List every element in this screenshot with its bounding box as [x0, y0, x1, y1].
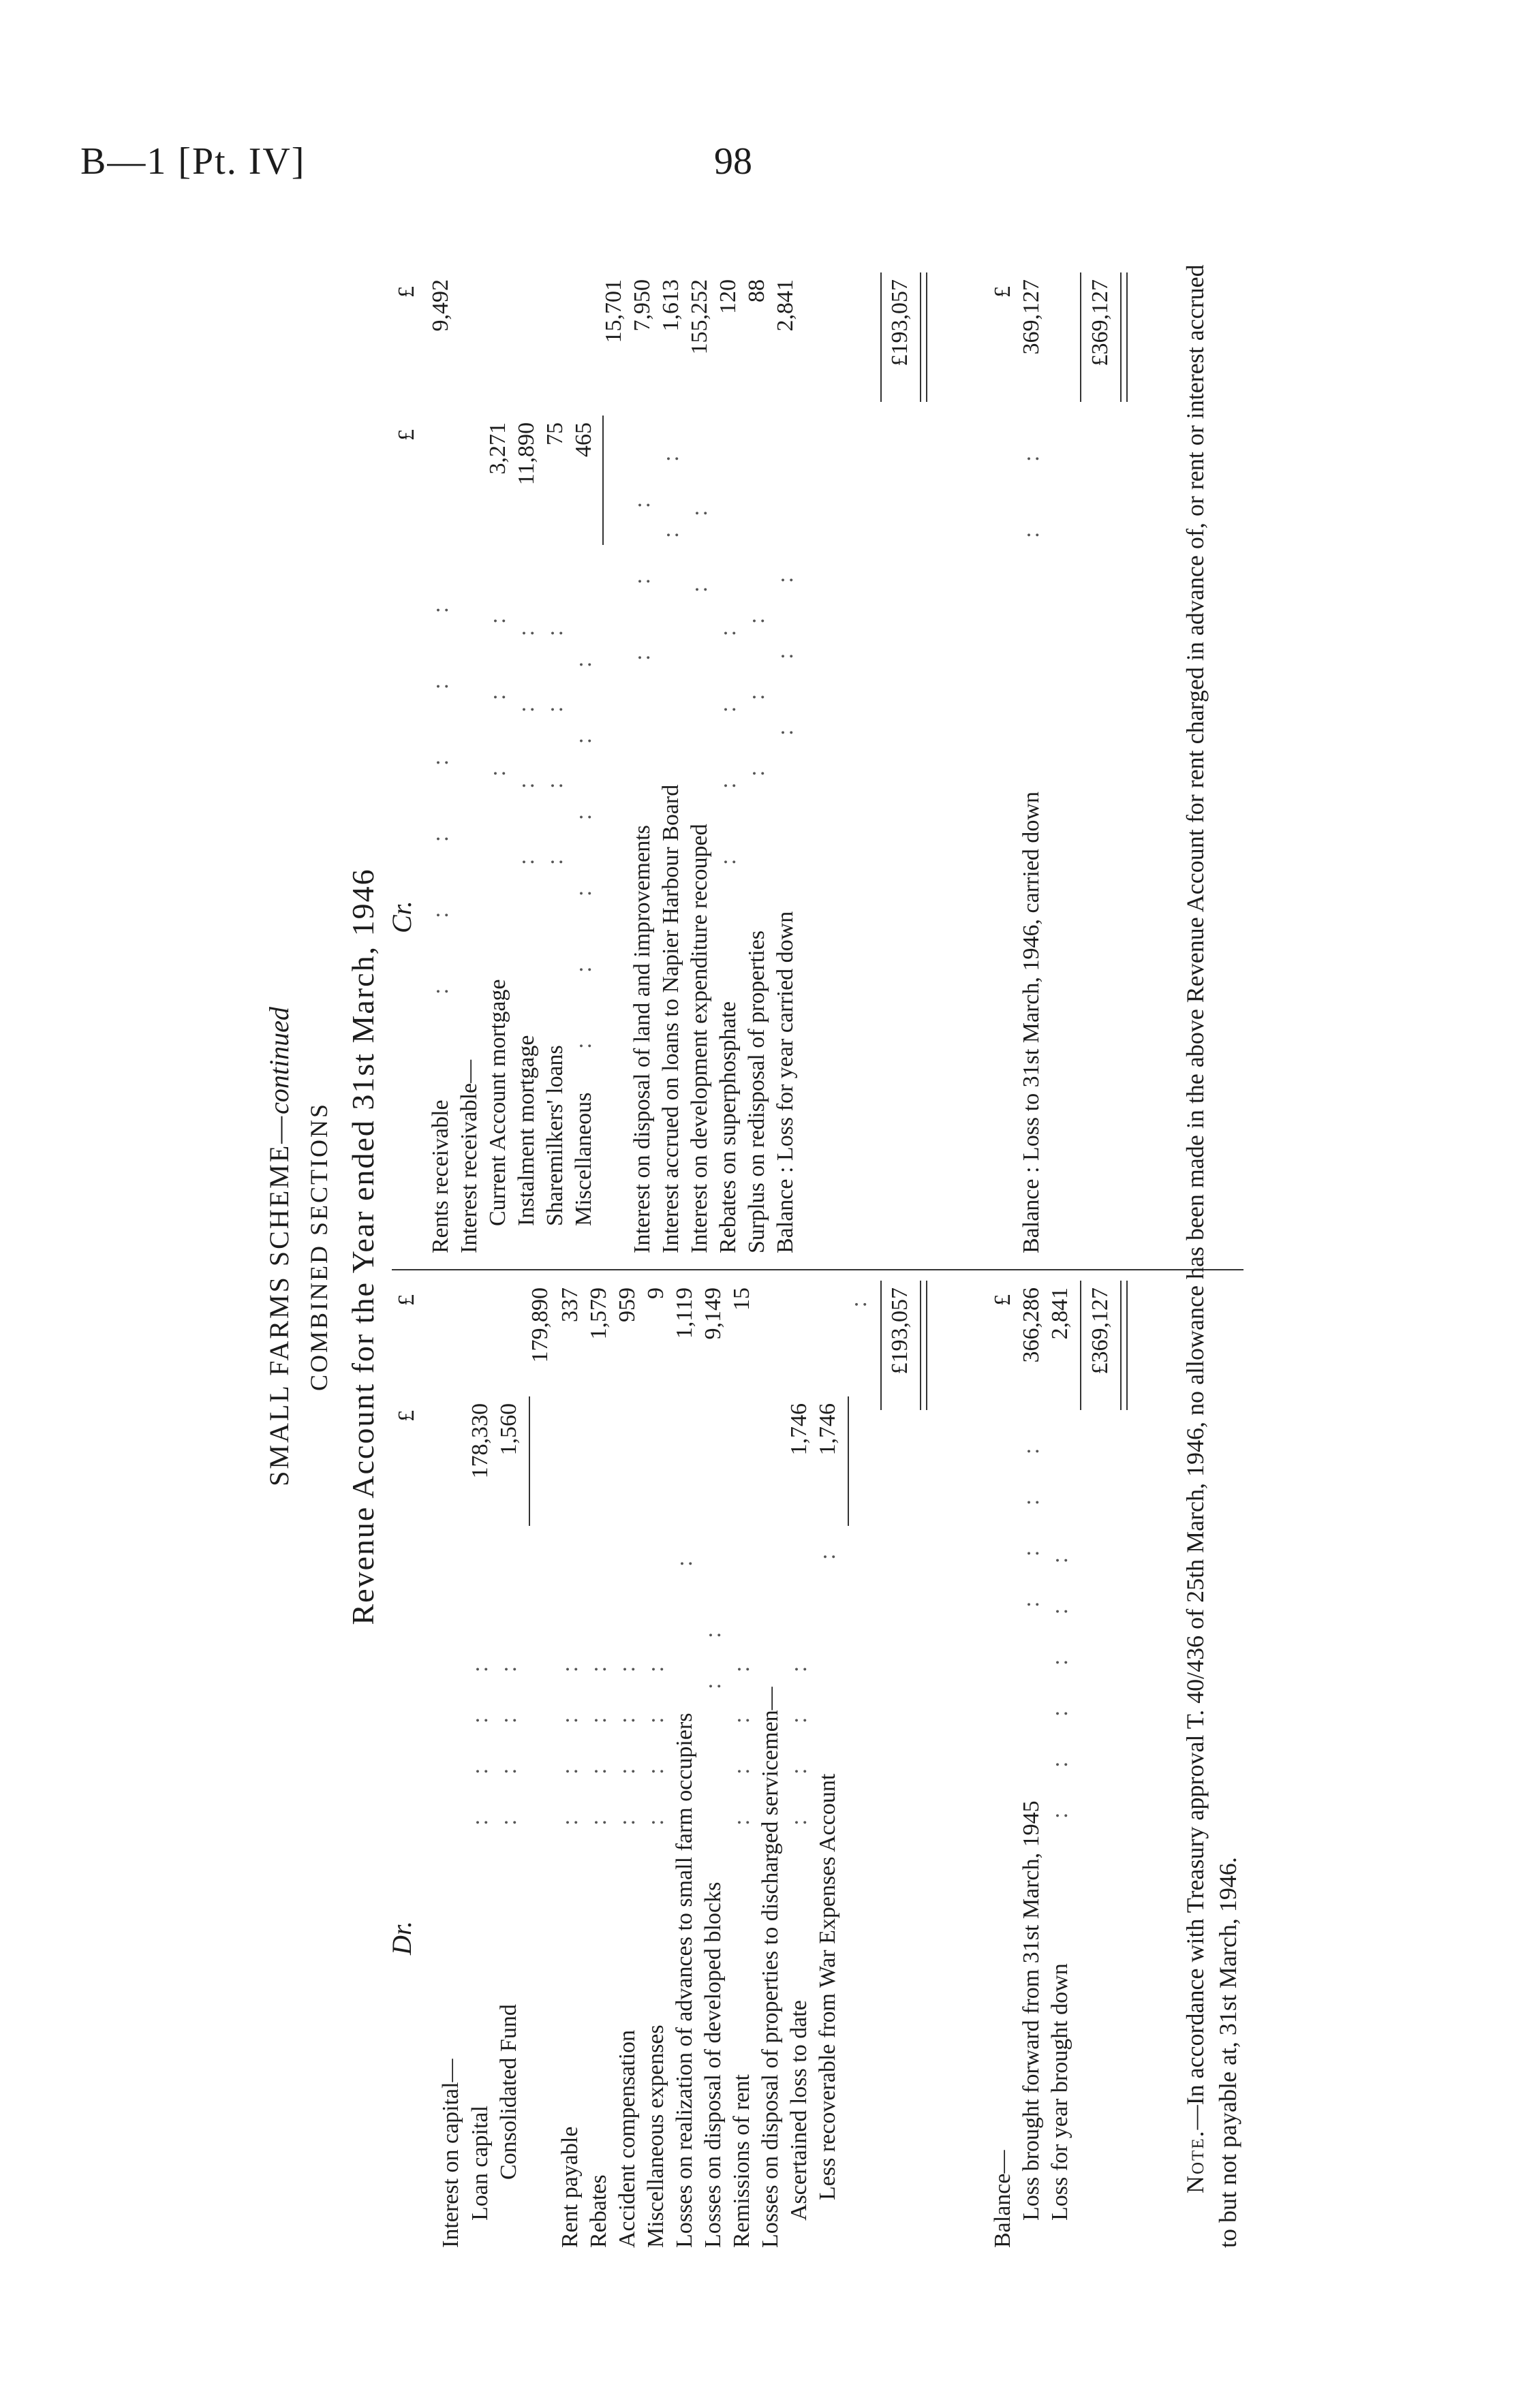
dr-consolidated-outer: 179,890	[527, 1287, 553, 1363]
dr-accident-outer: 959	[615, 1287, 640, 1322]
cr-instalment-inner: 11,890	[514, 422, 539, 486]
document-reference: B—1 [Pt. IV]	[80, 140, 306, 183]
dr-balance-total: £369,127	[1087, 1287, 1113, 1375]
cr-total-double-rule	[920, 272, 927, 402]
dr-misc-expenses-outer: 9	[643, 1287, 668, 1299]
cr-surplus-outer: 88	[744, 279, 769, 302]
cr-current-account-inner: 3,271	[485, 422, 510, 475]
dr-total-double-rule	[920, 1281, 927, 1410]
cr-sharemilkers-inner: 75	[542, 422, 568, 445]
dr-rent-payable-outer: 337	[557, 1287, 583, 1322]
cr-heading: Cr.	[386, 901, 417, 933]
rotated-account-page: SMALL FARMS SCHEME—continued COMBINED SECTIONS Revenue Account for the Year ended 31st March, 1946 Dr. £ £ Interest on capital— Loan capital : : : : 178,330 Consolidated Fund : : : : 1,560 179,890 Rent payable : : : : 337 Rebates : : : : 1,579 Accident compensation : : : : 959 Miscellaneous expenses : : : : 9 Losses on realization of advances to small farm occupiers : 1,119 Losses on disposal of developed blocks : : 9,149 Remissions of rent : : : : 15 Losses on disposal of properties to discharged servicemen— Ascertained loss to date : : : : 1,746 Less recoverable from War Expenses Account : 1,746 : £193,057 Balance— Loss brought forward from 31st March, 1945 : : : : £ 366,286 Loss for year brought down : : : : : : 2,841 £369,127 Cr. £ £ Rents receivable : : : : : : 9,492 Interest receivable— Current Account mortgage : : : 3,271 Instalment mortgage : : : : 11,890 Sharemilkers' loans : : : : 75 Miscellaneous : : : : : : 465 15,701 Interest on disposal of land and improvements : : : 7,950 Interest accrued on loans to Napier Harbour Board : : 1,613 Interest on development expenditure recouped : : 155,252 Rebates on superphosphate : : : : 120 Surplus on redisposal of properties : : : 88 Balance : Loss for year carried down : : : 2,841 £193,057 £ Balance : Loss to 31st March, 1946, carried down : : 369,127 £369,127 Note.—In accordance with Treasury approval T. 40/436 of 25th March, 1946, no allowance has been made in the above Revenue Account for rent charged in advance of, or rent or interest accrued to but not payable at, 31st March, 1946.	[204, 225, 1499, 2268]
cr-balance-loss-year-outer: 2,841	[773, 279, 798, 332]
dr-currency-outer: £	[394, 1294, 419, 1306]
dr-ascertained-inner: 1,746	[786, 1403, 812, 1456]
dr-total: £193,057	[887, 1287, 912, 1375]
page-header	[80, 140, 1361, 194]
dr-losses-realization-outer: 1,119	[672, 1287, 697, 1339]
dr-loan-capital-inner: 178,330	[467, 1403, 493, 1479]
dr-less-recoverable-dots: :	[846, 1301, 871, 1308]
dr-loss-for-year-outer: 2,841	[1047, 1287, 1072, 1340]
dr-remissions-outer: 15	[729, 1287, 754, 1311]
cr-interest-disposal-outer: 7,950	[630, 279, 655, 332]
dr-cr-divider	[392, 1269, 1244, 1270]
cr-balance-double-rule	[1120, 272, 1128, 402]
cr-currency-inner: £	[394, 429, 419, 441]
cr-total-rule	[880, 272, 882, 402]
cr-rents-receivable-outer: 9,492	[428, 279, 453, 332]
dr-ascertained-rule	[848, 1396, 849, 1526]
cr-balance-total: £369,127	[1087, 279, 1113, 366]
dr-losses-developed-outer: 9,149	[700, 1287, 726, 1340]
dr-less-recoverable-inner: 1,746	[815, 1403, 840, 1456]
footnote-text: —In accordance with Treasury approval T. 40/436 of 25th March, 1946, no allowance has been made in the above Revenue Account for rent charged in advance of, or rent or interest accrued to but not payable at, 31st March, 1946.	[1182, 264, 1241, 2248]
cr-subtotal-rule	[602, 416, 604, 545]
dr-balance-double-rule	[1120, 1281, 1128, 1410]
cr-balance-rule	[1080, 272, 1081, 402]
footnote	[1179, 252, 1244, 2248]
dr-total-rule	[880, 1281, 882, 1410]
dr-consolidated-inner: 1,560	[496, 1403, 521, 1456]
cr-miscellaneous-inner: 465	[571, 422, 596, 457]
cr-balance-currency: £	[990, 286, 1015, 298]
dr-currency-inner: £	[394, 1410, 419, 1422]
cr-total: £193,057	[887, 279, 912, 366]
dr-loss-brought-forward-outer: 366,286	[1019, 1287, 1044, 1363]
cr-currency-outer: £	[394, 286, 419, 298]
cr-interest-development-outer: 155,252	[687, 279, 712, 355]
dr-rebates-outer: 1,579	[586, 1287, 611, 1340]
sections-title: COMBINED SECTIONS	[305, 1101, 333, 1392]
page-number: 98	[714, 140, 752, 183]
dr-balance-currency: £	[990, 1294, 1015, 1306]
footnote-lead: Note.	[1182, 2129, 1209, 2193]
dr-heading: Dr.	[386, 1920, 417, 1955]
account-title: Revenue Account for the Year ended 31st March, 1946	[345, 868, 380, 1625]
cr-interest-napier-outer: 1,613	[658, 279, 683, 332]
cr-miscellaneous-outer: 15,701	[601, 279, 626, 343]
cr-rebates-super-outer: 120	[715, 279, 741, 314]
dr-balance-rule	[1080, 1281, 1081, 1410]
scheme-title: SMALL FARMS SCHEME—continued	[264, 1007, 294, 1486]
cr-balance-carried-down-outer: 369,127	[1019, 279, 1044, 355]
